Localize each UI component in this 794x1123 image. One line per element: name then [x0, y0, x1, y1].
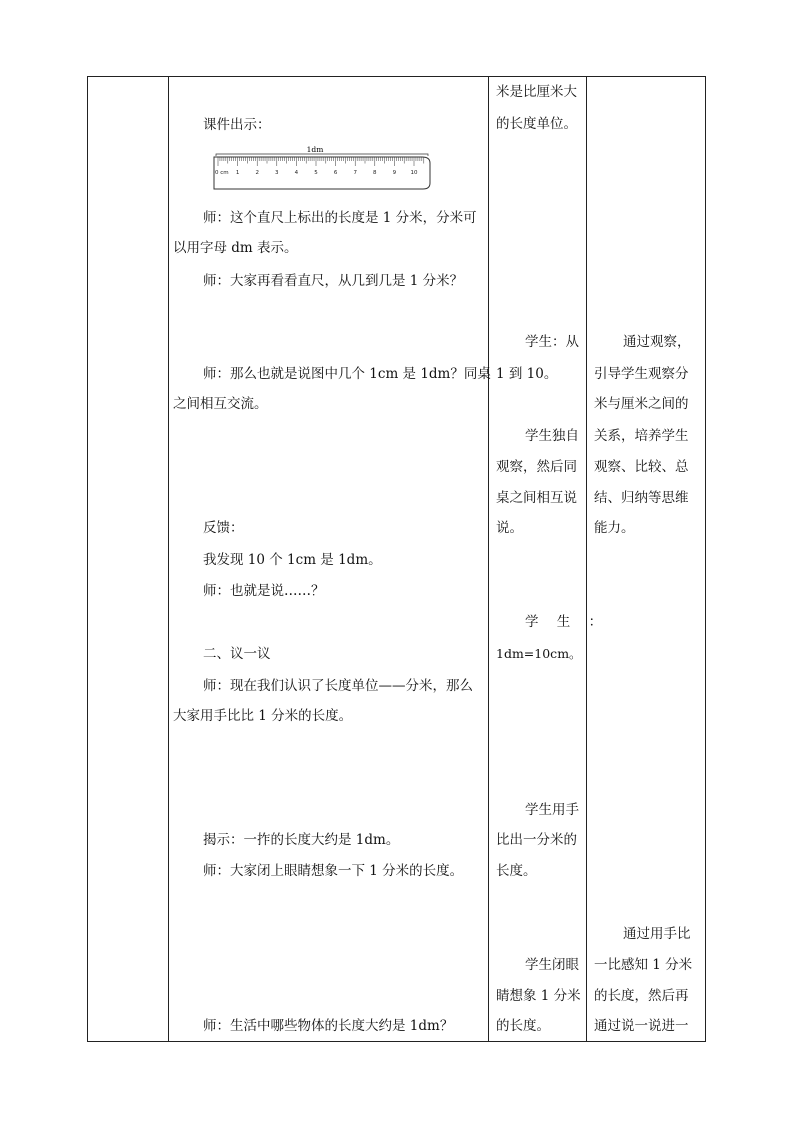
text-line: 大家用手比比 1 分米的长度。 — [173, 708, 353, 724]
text-line: 师：这个直尺上标出的长度是 1 分米，分米可 — [203, 210, 477, 226]
text-line: 学生闭眼 — [525, 957, 579, 973]
text-line: 以用字母 dm 表示。 — [173, 240, 298, 256]
text-line: 的长度。 — [496, 1018, 550, 1034]
ruler-number: 5 — [314, 170, 318, 176]
ruler-number: 3 — [275, 170, 279, 176]
ruler-number: 10 — [410, 170, 418, 176]
column-divider — [586, 77, 587, 1041]
text-line: 能力。 — [594, 520, 635, 536]
text-line: 的长度，然后再 — [594, 988, 689, 1004]
section-heading: 二、议一议 — [203, 646, 271, 662]
ruler-body — [214, 157, 430, 189]
text-line: 课件出示： — [203, 117, 271, 133]
lesson-table — [87, 76, 706, 1042]
column-divider — [488, 77, 489, 1041]
text-line: 反馈： — [203, 520, 244, 536]
text-line: 我发现 10 个 1cm 是 1dm。 — [203, 552, 382, 568]
text-line: 揭示：一拃的长度大约是 1dm。 — [203, 832, 400, 848]
text-line: 师：那么也就是说图中几个 1cm 是 1dm？同桌 — [203, 366, 491, 382]
text-line: 长度。 — [496, 863, 537, 879]
text-line: 之间相互交流。 — [173, 396, 268, 412]
text-line: 师：现在我们认识了长度单位——分米，那么 — [203, 678, 473, 694]
ruler-number: 9 — [392, 170, 397, 176]
text-line: 比出一分米的 — [496, 832, 577, 848]
text-line: 观察、比较、总 — [594, 459, 689, 475]
text-line: 师：生活中哪些物体的长度大约是 1dm？ — [203, 1018, 454, 1034]
ruler-number: 6 — [333, 170, 338, 176]
text-line: 学生独自 — [525, 428, 579, 444]
text-line: 睛想象 1 分米 — [496, 988, 581, 1004]
text-line: 的长度单位。 — [496, 116, 577, 132]
ruler-image — [212, 143, 432, 191]
ruler-number: 7 — [353, 170, 357, 176]
text-line: 师：大家再看看直尺，从几到几是 1 分米？ — [203, 273, 464, 289]
text-line: 1dm=10cm。 — [496, 646, 582, 661]
text-line: 米是比厘米大 — [496, 84, 577, 100]
ruler-dm-label: 1dm — [306, 145, 324, 154]
ruler-number: 1 — [235, 170, 240, 176]
column-divider — [168, 77, 169, 1041]
text-line: 1 到 10。 — [496, 366, 558, 382]
text-line: 观察，然后同 — [496, 459, 577, 475]
text-line: 通过用手比 — [623, 926, 691, 942]
text-line: 结、归纳等思维 — [594, 490, 689, 506]
text-line: 通过观察， — [623, 334, 691, 350]
text-line: 师：也就是说……？ — [203, 583, 325, 599]
text-line: 一比感知 1 分米 — [594, 957, 693, 973]
ruler-number: 8 — [373, 170, 377, 176]
text-line: 通过说一说进一 — [594, 1018, 689, 1034]
text-line: 引导学生观察分 — [594, 366, 689, 382]
text-line: 师：大家闭上眼睛想象一下 1 分米的长度。 — [203, 863, 464, 879]
text-line: 桌之间相互说 — [496, 490, 577, 506]
ruler-unit-label: 0 cm — [215, 170, 229, 176]
ruler-number: 2 — [255, 170, 259, 176]
text-line: 学生用手 — [525, 802, 579, 818]
text-line: 说。 — [496, 520, 523, 536]
text-line: 米与厘米之间的 — [594, 396, 689, 412]
text-line: 学 生 ： — [525, 614, 610, 630]
text-line: 学生：从 — [525, 334, 579, 350]
ruler-number: 4 — [294, 170, 299, 176]
ruler-dm-bracket — [216, 154, 428, 156]
text-line: 关系，培养学生 — [594, 428, 689, 444]
